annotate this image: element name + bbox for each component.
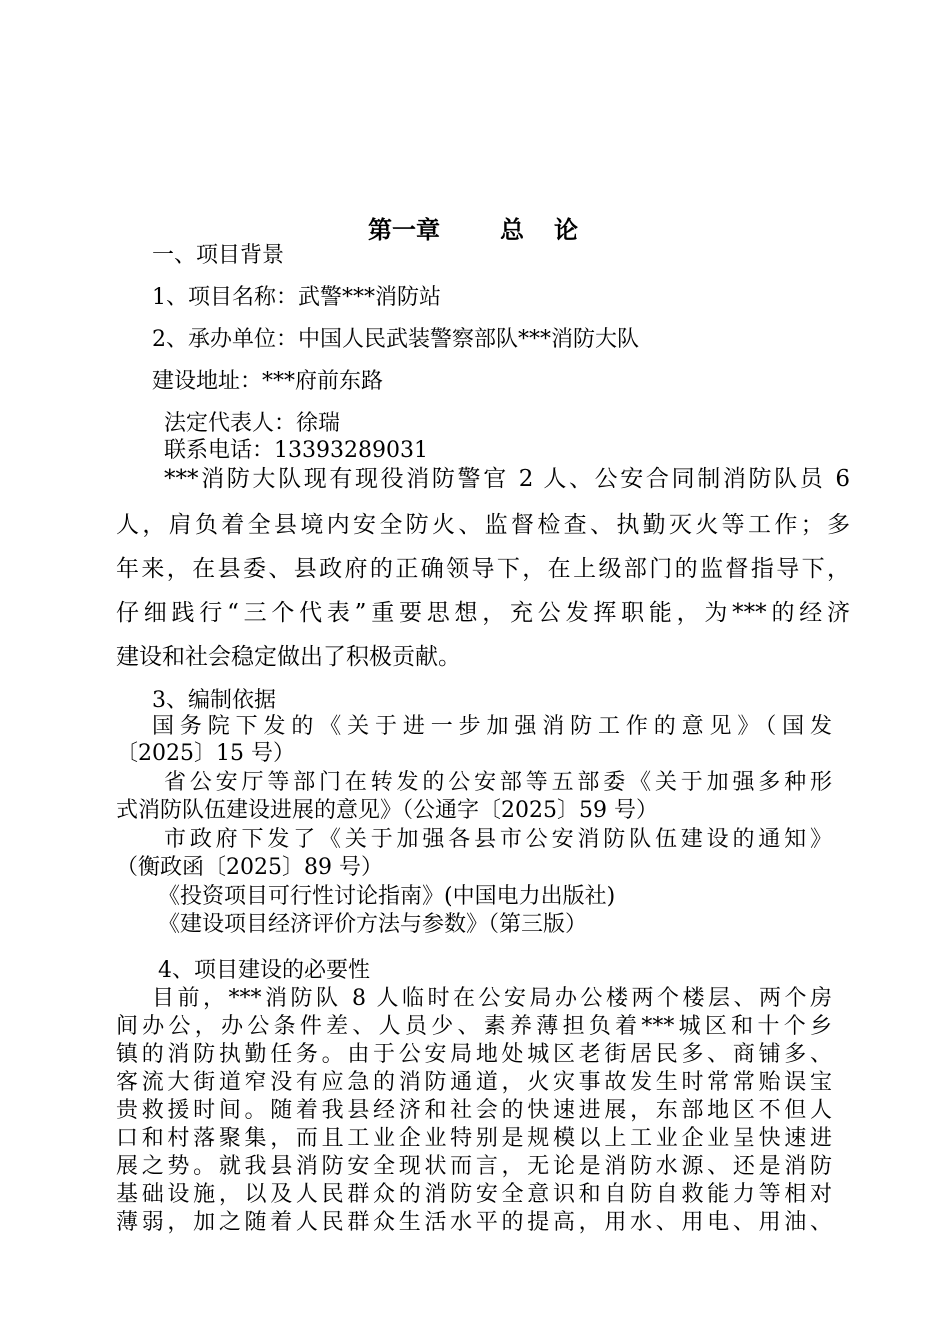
paragraph-line: 建设和社会稳定做出了积极贡献。 bbox=[116, 644, 461, 670]
paragraph-line: 年来，在县委、县政府的正确领导下，在上级部门的监督指导下， bbox=[116, 556, 850, 582]
basis-line: 式消防队伍建设进展的意见》（公通字〔2025〕59 号） bbox=[116, 798, 658, 823]
chapter-title bbox=[368, 210, 578, 245]
organizer-line: 2、承办单位：中国人民武装警察部队***消防大队 bbox=[152, 327, 639, 352]
legal-rep-line: 法定代表人：徐瑞 bbox=[164, 411, 341, 436]
paragraph-line: ***消防大队现有现役消防警官 2 人、公安合同制消防队员 6 bbox=[164, 466, 850, 492]
section-heading: 3、编制依据 bbox=[152, 688, 276, 713]
chapter-number: 第一章 bbox=[368, 216, 440, 244]
paragraph-line: 口和村落聚集，而且工业企业特别是规模以上工业企业呈快速进 bbox=[116, 1126, 832, 1151]
paragraph-line: 薄弱，加之随着人民群众生活水平的提高，用水、用电、用油、 bbox=[116, 1210, 832, 1235]
paragraph-line: 基础设施，以及人民群众的消防安全意识和自防自救能力等相对 bbox=[116, 1182, 832, 1207]
basis-line: 省公安厅等部门在转发的公安部等五部委《关于加强多种形 bbox=[164, 770, 832, 795]
basis-line: （衡政函〔2025〕89 号） bbox=[116, 855, 383, 880]
basis-line: 市政府下发了《关于加强各县市公安消防队伍建设的通知》 bbox=[164, 827, 832, 852]
paragraph-line: 镇的消防执勤任务。由于公安局地处城区老街居民多、商铺多、 bbox=[116, 1042, 832, 1067]
paragraph-line: 客流大街道窄没有应急的消防通道，火灾事故发生时常常贻误宝 bbox=[116, 1070, 832, 1095]
paragraph-line: 展之势。就我县消防安全现状而言，无论是消防水源、还是消防 bbox=[116, 1154, 832, 1179]
basis-line: 《投资项目可行性讨论指南》(中国电力出版社) bbox=[158, 884, 616, 909]
basis-line: 国务院下发的《关于进一步加强消防工作的意见》（国发 bbox=[152, 714, 832, 739]
basis-line: 〔2025〕15 号） bbox=[116, 741, 295, 766]
section-heading: 一、项目背景 bbox=[152, 243, 285, 268]
section-heading: 4、项目建设的必要性 bbox=[158, 958, 370, 983]
phone-line: 联系电话：13393289031 bbox=[164, 438, 428, 463]
paragraph-line: 人，肩负着全县境内安全防火、监督检查、执勤灭火等工作；多 bbox=[116, 512, 850, 538]
basis-line: 《建设项目经济评价方法与参数》（第三版） bbox=[158, 912, 588, 937]
paragraph-line: 贵救援时间。随着我县经济和社会的快速进展，东部地区不但人 bbox=[116, 1098, 832, 1123]
project-name-line: 1、项目名称：武警***消防站 bbox=[152, 285, 441, 310]
paragraph-line: 目前，***消防队 8 人临时在公安局办公楼两个楼层、两个房 bbox=[152, 986, 832, 1011]
paragraph-line: 间办公，办公条件差、人员少、素养薄担负着***城区和十个乡 bbox=[116, 1014, 832, 1039]
chapter-word-2: 论 bbox=[554, 216, 578, 244]
paragraph-line: 仔细践行“三个代表”重要思想，充公发挥职能，为***的经济 bbox=[116, 600, 850, 626]
address-line: 建设地址：***府前东路 bbox=[152, 369, 384, 394]
chapter-word-1: 总 bbox=[500, 216, 524, 244]
